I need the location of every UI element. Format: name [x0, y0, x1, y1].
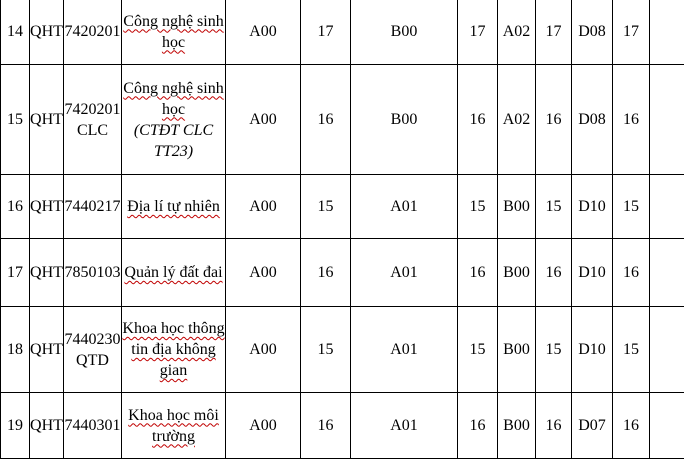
- subject-combo-2: A01: [351, 393, 458, 459]
- subject-combo-1: A00: [226, 175, 301, 239]
- major-name-text: Công nghệ sinh học: [123, 79, 224, 118]
- subject-combo-4: D08: [572, 0, 613, 65]
- school-code: QHT: [30, 239, 64, 307]
- subject-combo-2: A01: [351, 307, 458, 393]
- empty-cell: [650, 65, 684, 175]
- score-4: 16: [613, 393, 650, 459]
- major-name-text: Địa lí tự nhiên: [127, 198, 220, 215]
- major-code: 7850103: [64, 239, 122, 307]
- major-code: 7420201: [64, 0, 122, 65]
- row-number: 19: [1, 393, 30, 459]
- school-code: QHT: [30, 393, 64, 459]
- score-2: 15: [458, 175, 498, 239]
- school-code: QHT: [30, 307, 64, 393]
- subject-combo-3: B00: [498, 393, 536, 459]
- subject-combo-4: D07: [572, 393, 613, 459]
- empty-cell: [650, 239, 684, 307]
- major-code: 7420201CLC: [64, 65, 122, 175]
- score-3: 16: [536, 393, 572, 459]
- major-code: 7440217: [64, 175, 122, 239]
- major-note: (CTĐT CLC TT23): [133, 121, 214, 160]
- table-row: [1, 175, 684, 239]
- subject-combo-1: A00: [226, 307, 301, 393]
- subject-combo-3: A02: [498, 0, 536, 65]
- score-4: 17: [613, 0, 650, 65]
- row-number: 14: [1, 0, 30, 65]
- major-name: [122, 393, 226, 459]
- score-1: 15: [301, 307, 351, 393]
- score-4: 15: [613, 307, 650, 393]
- score-2: 15: [458, 307, 498, 393]
- major-name-text: Công nghệ sinh học: [123, 12, 224, 51]
- major-code: 7440230QTD: [64, 307, 122, 393]
- empty-cell: [650, 0, 684, 65]
- score-2: 16: [458, 65, 498, 175]
- score-4: 15: [613, 175, 650, 239]
- subject-combo-1: A00: [226, 65, 301, 175]
- score-3: 16: [536, 65, 572, 175]
- score-2: 17: [458, 0, 498, 65]
- table-row: [1, 393, 684, 459]
- major-name: [122, 0, 226, 65]
- score-4: 16: [613, 239, 650, 307]
- major-name-text: Khoa học thông tin địa không gian: [122, 320, 225, 379]
- table-row: [1, 307, 684, 393]
- score-3: 15: [536, 175, 572, 239]
- school-code: QHT: [30, 65, 64, 175]
- score-1: 16: [301, 239, 351, 307]
- subject-combo-4: D10: [572, 239, 613, 307]
- major-name: [122, 239, 226, 307]
- subject-combo-3: B00: [498, 239, 536, 307]
- score-3: 16: [536, 239, 572, 307]
- empty-cell: [650, 393, 684, 459]
- row-number: 16: [1, 175, 30, 239]
- subject-combo-1: A00: [226, 239, 301, 307]
- subject-combo-4: D10: [572, 175, 613, 239]
- school-code: QHT: [30, 175, 64, 239]
- school-code: QHT: [30, 0, 64, 65]
- subject-combo-4: D10: [572, 307, 613, 393]
- subject-combo-1: A00: [226, 0, 301, 65]
- subject-combo-1: A00: [226, 393, 301, 459]
- subject-combo-3: B00: [498, 307, 536, 393]
- row-number: 15: [1, 65, 30, 175]
- score-3: 15: [536, 307, 572, 393]
- score-2: 16: [458, 393, 498, 459]
- score-1: 16: [301, 65, 351, 175]
- subject-combo-3: B00: [498, 175, 536, 239]
- subject-combo-4: D08: [572, 65, 613, 175]
- subject-combo-3: A02: [498, 65, 536, 175]
- subject-combo-2: A01: [351, 239, 458, 307]
- score-1: 17: [301, 0, 351, 65]
- major-name-text: Khoa học môi trường: [128, 406, 219, 445]
- major-name-text: Quản lý đất đai: [124, 264, 223, 281]
- subject-combo-2: B00: [351, 0, 458, 65]
- score-3: 17: [536, 0, 572, 65]
- score-1: 15: [301, 175, 351, 239]
- score-1: 16: [301, 393, 351, 459]
- row-number: 18: [1, 307, 30, 393]
- major-name: [122, 307, 226, 393]
- subject-combo-2: A01: [351, 175, 458, 239]
- row-number: 17: [1, 239, 30, 307]
- score-2: 16: [458, 239, 498, 307]
- major-code: 7440301: [64, 393, 122, 459]
- empty-cell: [650, 307, 684, 393]
- subject-combo-2: B00: [351, 65, 458, 175]
- empty-cell: [650, 175, 684, 239]
- table-row: [1, 0, 684, 65]
- score-4: 16: [613, 65, 650, 175]
- table-row: [1, 65, 684, 175]
- major-name: [122, 65, 226, 175]
- table-row: [1, 239, 684, 307]
- major-name: [122, 175, 226, 239]
